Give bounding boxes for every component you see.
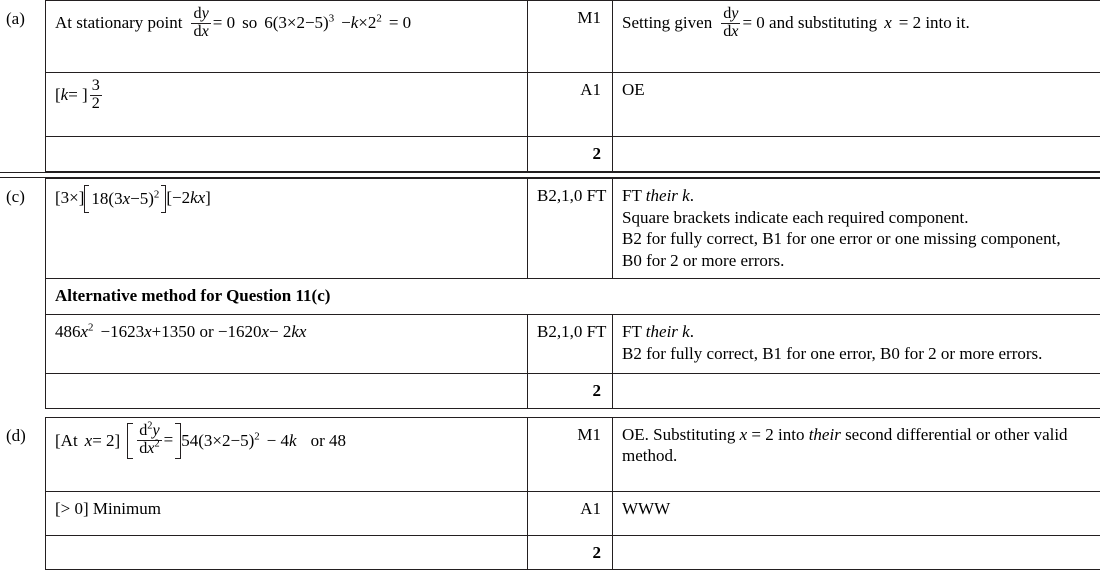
working-cell-d2: [> 0] Minimum xyxy=(46,491,528,535)
section-gap-c-d xyxy=(0,409,1100,417)
table-row-alternative-heading xyxy=(46,278,1100,314)
d2y-dx2-fraction: $\frac{d^2y}{dx^2}$ xyxy=(139,420,160,457)
marks-table-c xyxy=(45,178,1100,409)
working-cell-c3 xyxy=(46,373,528,408)
total-mark-cell-a: 2 xyxy=(528,137,613,172)
working-cell-d3 xyxy=(46,535,528,570)
table-row xyxy=(46,73,1100,137)
table-row xyxy=(46,314,1100,373)
part-label-a: (a) xyxy=(6,9,25,28)
notes-cell-c3 xyxy=(613,373,1100,408)
section-c xyxy=(0,178,1100,409)
notes-text-a1: Setting given $\frac{dy}{dx}$ = 0 and substituting x = 2 into it. xyxy=(622,5,970,40)
marks-table-a xyxy=(45,0,1100,172)
table-row xyxy=(46,373,1100,408)
working-expression-a1: At stationary point $\frac{dy}{dx}$ = 0 so $6(3\times 2-5)^3 -k\times 2^2 = 0$ xyxy=(55,5,412,40)
mark-cell-c1: B2,1,0 FT xyxy=(528,178,613,278)
working-cell-a3 xyxy=(46,137,528,172)
working-expression-c1: [3×] $18(3x-5)^2$ [−2kx] xyxy=(55,188,211,207)
working-cell-d1 xyxy=(46,417,528,491)
working-expression-a2: [k= ] $\frac{3}{2}$ xyxy=(55,77,100,112)
three-over-two-fraction: $\frac{3}{2}$ xyxy=(91,77,100,112)
mark-cell-d1: M1 xyxy=(528,417,613,491)
mark-cell-d2: A1 xyxy=(528,491,613,535)
notes-line: FT their k. xyxy=(622,321,694,341)
notes-cell-d1 xyxy=(613,417,1100,491)
total-mark-cell-c: 2 xyxy=(528,373,613,408)
notes-line: Square brackets indicate each required component. xyxy=(622,207,969,227)
mark-cell-c2: B2,1,0 FT xyxy=(528,314,613,373)
working-cell-c2 xyxy=(46,314,528,373)
dy-dx-fraction: $\frac{dy}{dx}$ xyxy=(193,5,209,40)
table-row xyxy=(46,137,1100,172)
notes-text-d1: OE. Substituting x = 2 into their second differential or other valid method. xyxy=(622,424,1068,466)
total-mark-cell-d: 2 xyxy=(528,535,613,570)
notes-line: B0 for 2 or more errors. xyxy=(622,251,785,270)
table-row xyxy=(46,535,1100,570)
table-row xyxy=(46,417,1100,491)
mark-cell-a2: A1 xyxy=(528,73,613,137)
notes-line: B2 for fully correct, B1 for one error or one missing component, xyxy=(622,229,1061,249)
notes-cell-a3 xyxy=(613,137,1100,172)
notes-cell-d3 xyxy=(613,535,1100,570)
table-row xyxy=(46,1,1100,73)
notes-line: FT their k. xyxy=(622,185,694,205)
marks-table-d xyxy=(45,417,1100,571)
working-cell-c1 xyxy=(46,178,528,278)
section-d xyxy=(0,417,1100,571)
notes-line: B2 for fully correct, B1 for one error, B0 for 2 or more errors. xyxy=(622,343,1043,363)
part-label-d: (d) xyxy=(6,425,26,445)
notes-cell-d2: WWW xyxy=(613,491,1100,535)
working-cell-a2 xyxy=(46,73,528,137)
dy-dx-fraction-note: $\frac{dy}{dx}$ xyxy=(723,5,739,40)
part-label-c: (c) xyxy=(6,186,25,206)
second-derivative-bracket: $\frac{d^2y}{dx^2}$ = xyxy=(127,423,181,460)
table-row xyxy=(46,491,1100,535)
mark-cell-a1: M1 xyxy=(528,1,613,73)
working-expression-c2: $486x^2 -1623x+1350$ or −1620x− 2kx xyxy=(55,321,307,341)
working-cell-a1 xyxy=(46,1,528,73)
notes-cell-c1 xyxy=(613,178,1100,278)
notes-cell-a2: OE xyxy=(613,73,1100,137)
working-expression-d1: [At x= 2] $\frac{d^2y}{dx^2}$ = $54(3\times 2-5)^2 - 4k$ or 48 xyxy=(55,431,346,450)
notes-cell-a1 xyxy=(613,1,1100,73)
square-bracket-group: $18(3x-5)^2$ xyxy=(84,185,166,213)
table-row xyxy=(46,178,1100,278)
alternative-method-heading: Alternative method for Question 11(c) xyxy=(46,278,1100,314)
notes-cell-c2 xyxy=(613,314,1100,373)
section-a xyxy=(0,0,1100,172)
